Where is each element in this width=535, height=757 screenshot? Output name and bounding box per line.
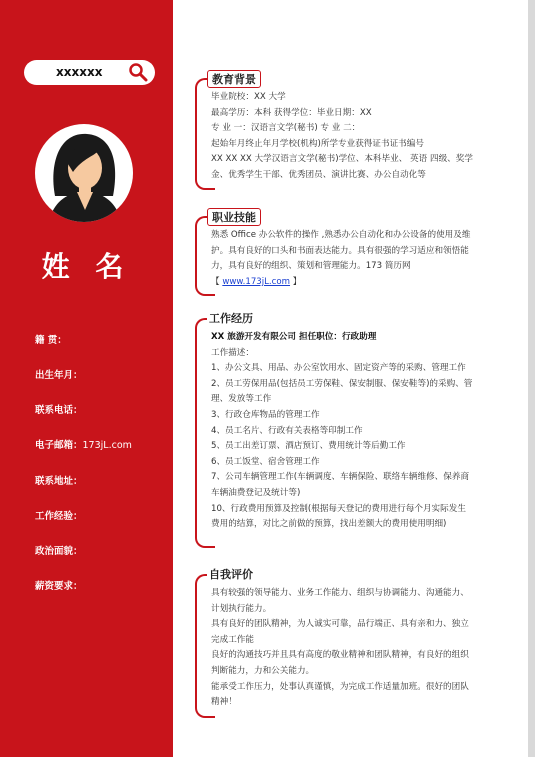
section-title: 教育背景 — [207, 70, 261, 88]
section-self-evaluation — [185, 568, 515, 718]
section-title: 自我评价 — [209, 568, 253, 581]
field-salary: 薪资要求： — [35, 581, 83, 592]
field-hometown: 籍 贯： — [35, 335, 67, 346]
section-body: XX 旅游开发有限公司 担任职位：行政助理 工作描述： 1、办公文具、用品、办公室饮用水、固定资产等的采购、管理工作 2、员工劳保用品(包括员工劳保鞋、保安制服、保安鞋等)的采购、管 理、发放等工作 3、行政仓库物品的管理工作 4、员工名片、行政有关表格等印制工作 5、员工出差订票、酒店预订、费用统计等后勤工作 6、员工饭堂、宿舍管理工作 7、公司车辆管理工作(车辆调度、车辆保险、联络车辆维修、保养商 车辆油费登记及统计等) 10、行政费用预算及控制(根据每天登记的费用进行每个月实际发生 费用的结算，对比之前做的预算，找出差额大的费用使用明细) — [211, 332, 473, 530]
person-name: 姓 名 — [41, 250, 132, 283]
section-skills — [185, 210, 515, 296]
section-title: 职业技能 — [207, 208, 261, 226]
section-education — [185, 72, 515, 190]
field-address: 联系地址： — [35, 476, 83, 487]
section-experience — [185, 312, 515, 548]
section-body: 熟悉 Office 办公软件的操作 ,熟悉办公自动化和办公设备的使用及维 护。具有良好的口头和书面表达能力。具有很强的学习适应和领悟能 力，具有良好的组织、策划和管理能力。173 简历网 【 www.173jL.com 】 — [211, 230, 471, 287]
field-political-status: 政治面貌： — [35, 546, 83, 557]
search-text: xxxxxx — [56, 65, 103, 79]
sidebar — [0, 0, 173, 757]
woman-avatar-icon — [35, 124, 133, 222]
section-body: 具有较强的领导能力、业务工作能力、组织与协调能力、沟通能力、 计划执行能力。 具有良好的团队精神，为人诚实可靠，品行端正、具有亲和力、独立 完成工作能 良好的沟通技巧并且具有高度的敬业精神和团队精神，有良好的组织 判断能力，力和公关能力。 能承受工作压力，处事认真谨慎，为完成工作适量加班。很好的团队 精神！ — [211, 588, 469, 708]
field-experience: 工作经验： — [35, 511, 83, 522]
field-phone: 联系电话： — [35, 405, 83, 416]
section-body: 毕业院校：XX 大学 最高学历：本科 获得学位：毕业日期：XX 专 业 一：汉语言文学(秘书) 专 业 二： 起始年月终止年月学校(机构)所学专业获得证书证书编号 XX XX XX 大学汉语言文学(秘书)学位、本科毕业、 英语 四级、奖学 金、优秀学生干部、优秀团员、演讲比赛、办公自动化等 — [211, 92, 473, 180]
search-icon — [128, 62, 148, 82]
website-link[interactable]: www.173jL.com — [222, 276, 291, 287]
avatar — [35, 124, 133, 222]
field-birth-date: 出生年月： — [35, 370, 83, 381]
search-box[interactable] — [24, 60, 155, 85]
section-title: 工作经历 — [209, 312, 253, 325]
field-email: 电子邮箱：173jL.com — [35, 440, 132, 451]
